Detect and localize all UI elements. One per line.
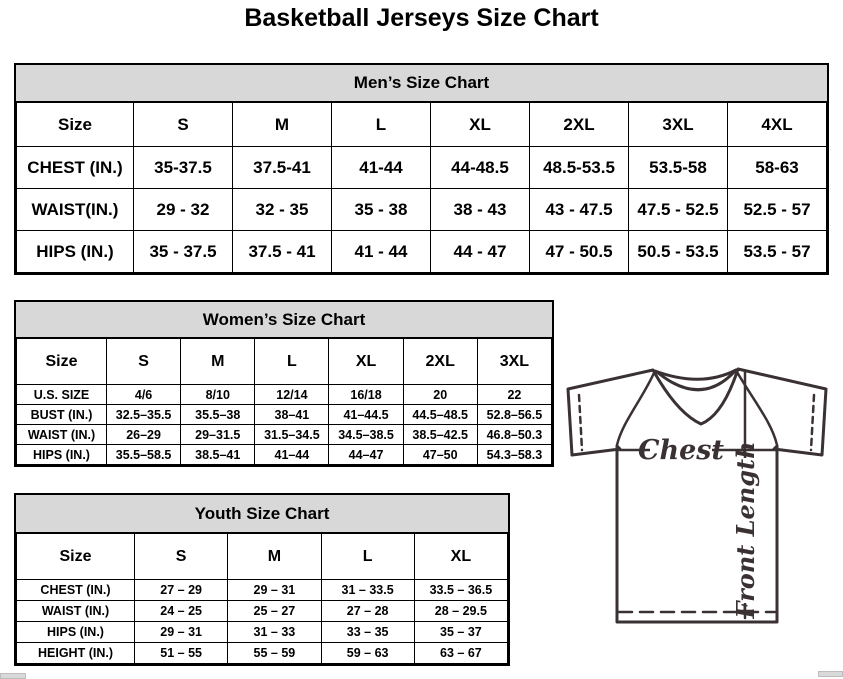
size-value-cell: 32.5–35.5 [107,405,181,425]
size-value-cell: 29 - 32 [134,189,233,231]
men-size-chart-title: Men’s Size Chart [16,65,827,102]
size-value-cell: 38.5–41 [181,445,255,465]
size-value-cell: 37.5 - 41 [233,231,332,273]
size-value-cell: 47 - 50.5 [530,231,629,273]
row-label: U.S. SIZE [17,385,107,405]
size-value-cell: 20 [403,385,477,405]
size-column-header: XL [414,534,507,580]
size-value-cell: 59 – 63 [321,643,414,664]
size-column-header: 3XL [477,339,551,385]
women-size-table [16,338,552,465]
size-value-cell: 44 - 47 [431,231,530,273]
size-value-cell: 63 – 67 [414,643,507,664]
row-label: BUST (IN.) [17,405,107,425]
size-value-cell: 51 – 55 [135,643,228,664]
youth-size-table [16,533,508,664]
size-value-cell: 31.5–34.5 [255,425,329,445]
size-value-cell: 58-63 [728,147,827,189]
size-value-cell: 37.5-41 [233,147,332,189]
chest-label: Chest [638,435,724,466]
size-value-cell: 35.5–58.5 [107,445,181,465]
size-column-header: 4XL [728,103,827,147]
size-value-cell: 41–44.5 [329,405,403,425]
size-value-cell: 12/14 [255,385,329,405]
table-row [17,622,508,643]
size-value-cell: 34.5–38.5 [329,425,403,445]
size-value-cell: 8/10 [181,385,255,405]
table-row [17,231,827,273]
size-corner-header: Size [17,534,135,580]
size-value-cell: 47–50 [403,445,477,465]
size-value-cell: 48.5-53.5 [530,147,629,189]
size-value-cell: 33 – 35 [321,622,414,643]
header-row [17,339,552,385]
size-value-cell: 29 – 31 [228,580,321,601]
size-value-cell: 41–44 [255,445,329,465]
size-value-cell: 53.5 - 57 [728,231,827,273]
front-length-label: Front Length [731,441,760,619]
size-value-cell: 47.5 - 52.5 [629,189,728,231]
size-column-header: 2XL [403,339,477,385]
size-value-cell: 46.8–50.3 [477,425,551,445]
row-label: HIPS (IN.) [17,445,107,465]
women-size-chart-title: Women’s Size Chart [16,302,552,338]
size-value-cell: 52.8–56.5 [477,405,551,425]
size-value-cell: 24 – 25 [135,601,228,622]
size-value-cell: 26–29 [107,425,181,445]
table-row [17,643,508,664]
size-value-cell: 35.5–38 [181,405,255,425]
youth-size-chart [14,493,510,666]
size-value-cell: 44–47 [329,445,403,465]
size-column-header: M [228,534,321,580]
size-column-header: XL [431,103,530,147]
size-value-cell: 38–41 [255,405,329,425]
header-row [17,103,827,147]
row-label: HIPS (IN.) [17,231,134,273]
table-row [17,385,552,405]
size-value-cell: 27 – 29 [135,580,228,601]
size-value-cell: 33.5 – 36.5 [414,580,507,601]
size-value-cell: 55 – 59 [228,643,321,664]
size-column-header: L [332,103,431,147]
size-value-cell: 50.5 - 53.5 [629,231,728,273]
header-row [17,534,508,580]
size-corner-header: Size [17,103,134,147]
table-row [17,445,552,465]
size-value-cell: 28 – 29.5 [414,601,507,622]
size-value-cell: 22 [477,385,551,405]
size-column-header: S [107,339,181,385]
size-value-cell: 16/18 [329,385,403,405]
size-value-cell: 29 – 31 [135,622,228,643]
jersey-measurement-diagram [557,361,831,633]
row-label: CHEST (IN.) [17,580,135,601]
size-value-cell: 43 - 47.5 [530,189,629,231]
size-value-cell: 35-37.5 [134,147,233,189]
size-column-header: L [255,339,329,385]
jersey-outline [568,369,826,622]
scrollbar-fragment-right[interactable] [818,671,843,677]
size-column-header: XL [329,339,403,385]
size-column-header: L [321,534,414,580]
table-row [17,189,827,231]
size-value-cell: 35 - 38 [332,189,431,231]
row-label: CHEST (IN.) [17,147,134,189]
table-row [17,147,827,189]
table-row [17,405,552,425]
size-column-header: M [233,103,332,147]
size-value-cell: 27 – 28 [321,601,414,622]
size-column-header: M [181,339,255,385]
row-label: WAIST (IN.) [17,601,135,622]
men-size-table [16,102,827,273]
youth-size-chart-title: Youth Size Chart [16,495,508,533]
size-value-cell: 38 - 43 [431,189,530,231]
men-size-chart [14,63,829,275]
women-size-chart [14,300,554,467]
table-row [17,425,552,445]
size-value-cell: 35 – 37 [414,622,507,643]
size-value-cell: 41 - 44 [332,231,431,273]
size-corner-header: Size [17,339,107,385]
row-label: WAIST(IN.) [17,189,134,231]
size-value-cell: 38.5–42.5 [403,425,477,445]
row-label: HEIGHT (IN.) [17,643,135,664]
size-column-header: 3XL [629,103,728,147]
page-title: Basketball Jerseys Size Chart [244,4,599,32]
size-value-cell: 31 – 33.5 [321,580,414,601]
size-value-cell: 35 - 37.5 [134,231,233,273]
size-value-cell: 41-44 [332,147,431,189]
size-value-cell: 32 - 35 [233,189,332,231]
size-value-cell: 44.5–48.5 [403,405,477,425]
size-column-header: S [135,534,228,580]
size-value-cell: 54.3–58.3 [477,445,551,465]
size-column-header: 2XL [530,103,629,147]
size-value-cell: 4/6 [107,385,181,405]
row-label: HIPS (IN.) [17,622,135,643]
size-value-cell: 53.5-58 [629,147,728,189]
size-value-cell: 52.5 - 57 [728,189,827,231]
size-column-header: S [134,103,233,147]
table-row [17,580,508,601]
size-value-cell: 31 – 33 [228,622,321,643]
size-value-cell: 25 – 27 [228,601,321,622]
row-label: WAIST (IN.) [17,425,107,445]
table-row [17,601,508,622]
scrollbar-fragment-left[interactable] [0,673,26,679]
size-value-cell: 29–31.5 [181,425,255,445]
size-value-cell: 44-48.5 [431,147,530,189]
